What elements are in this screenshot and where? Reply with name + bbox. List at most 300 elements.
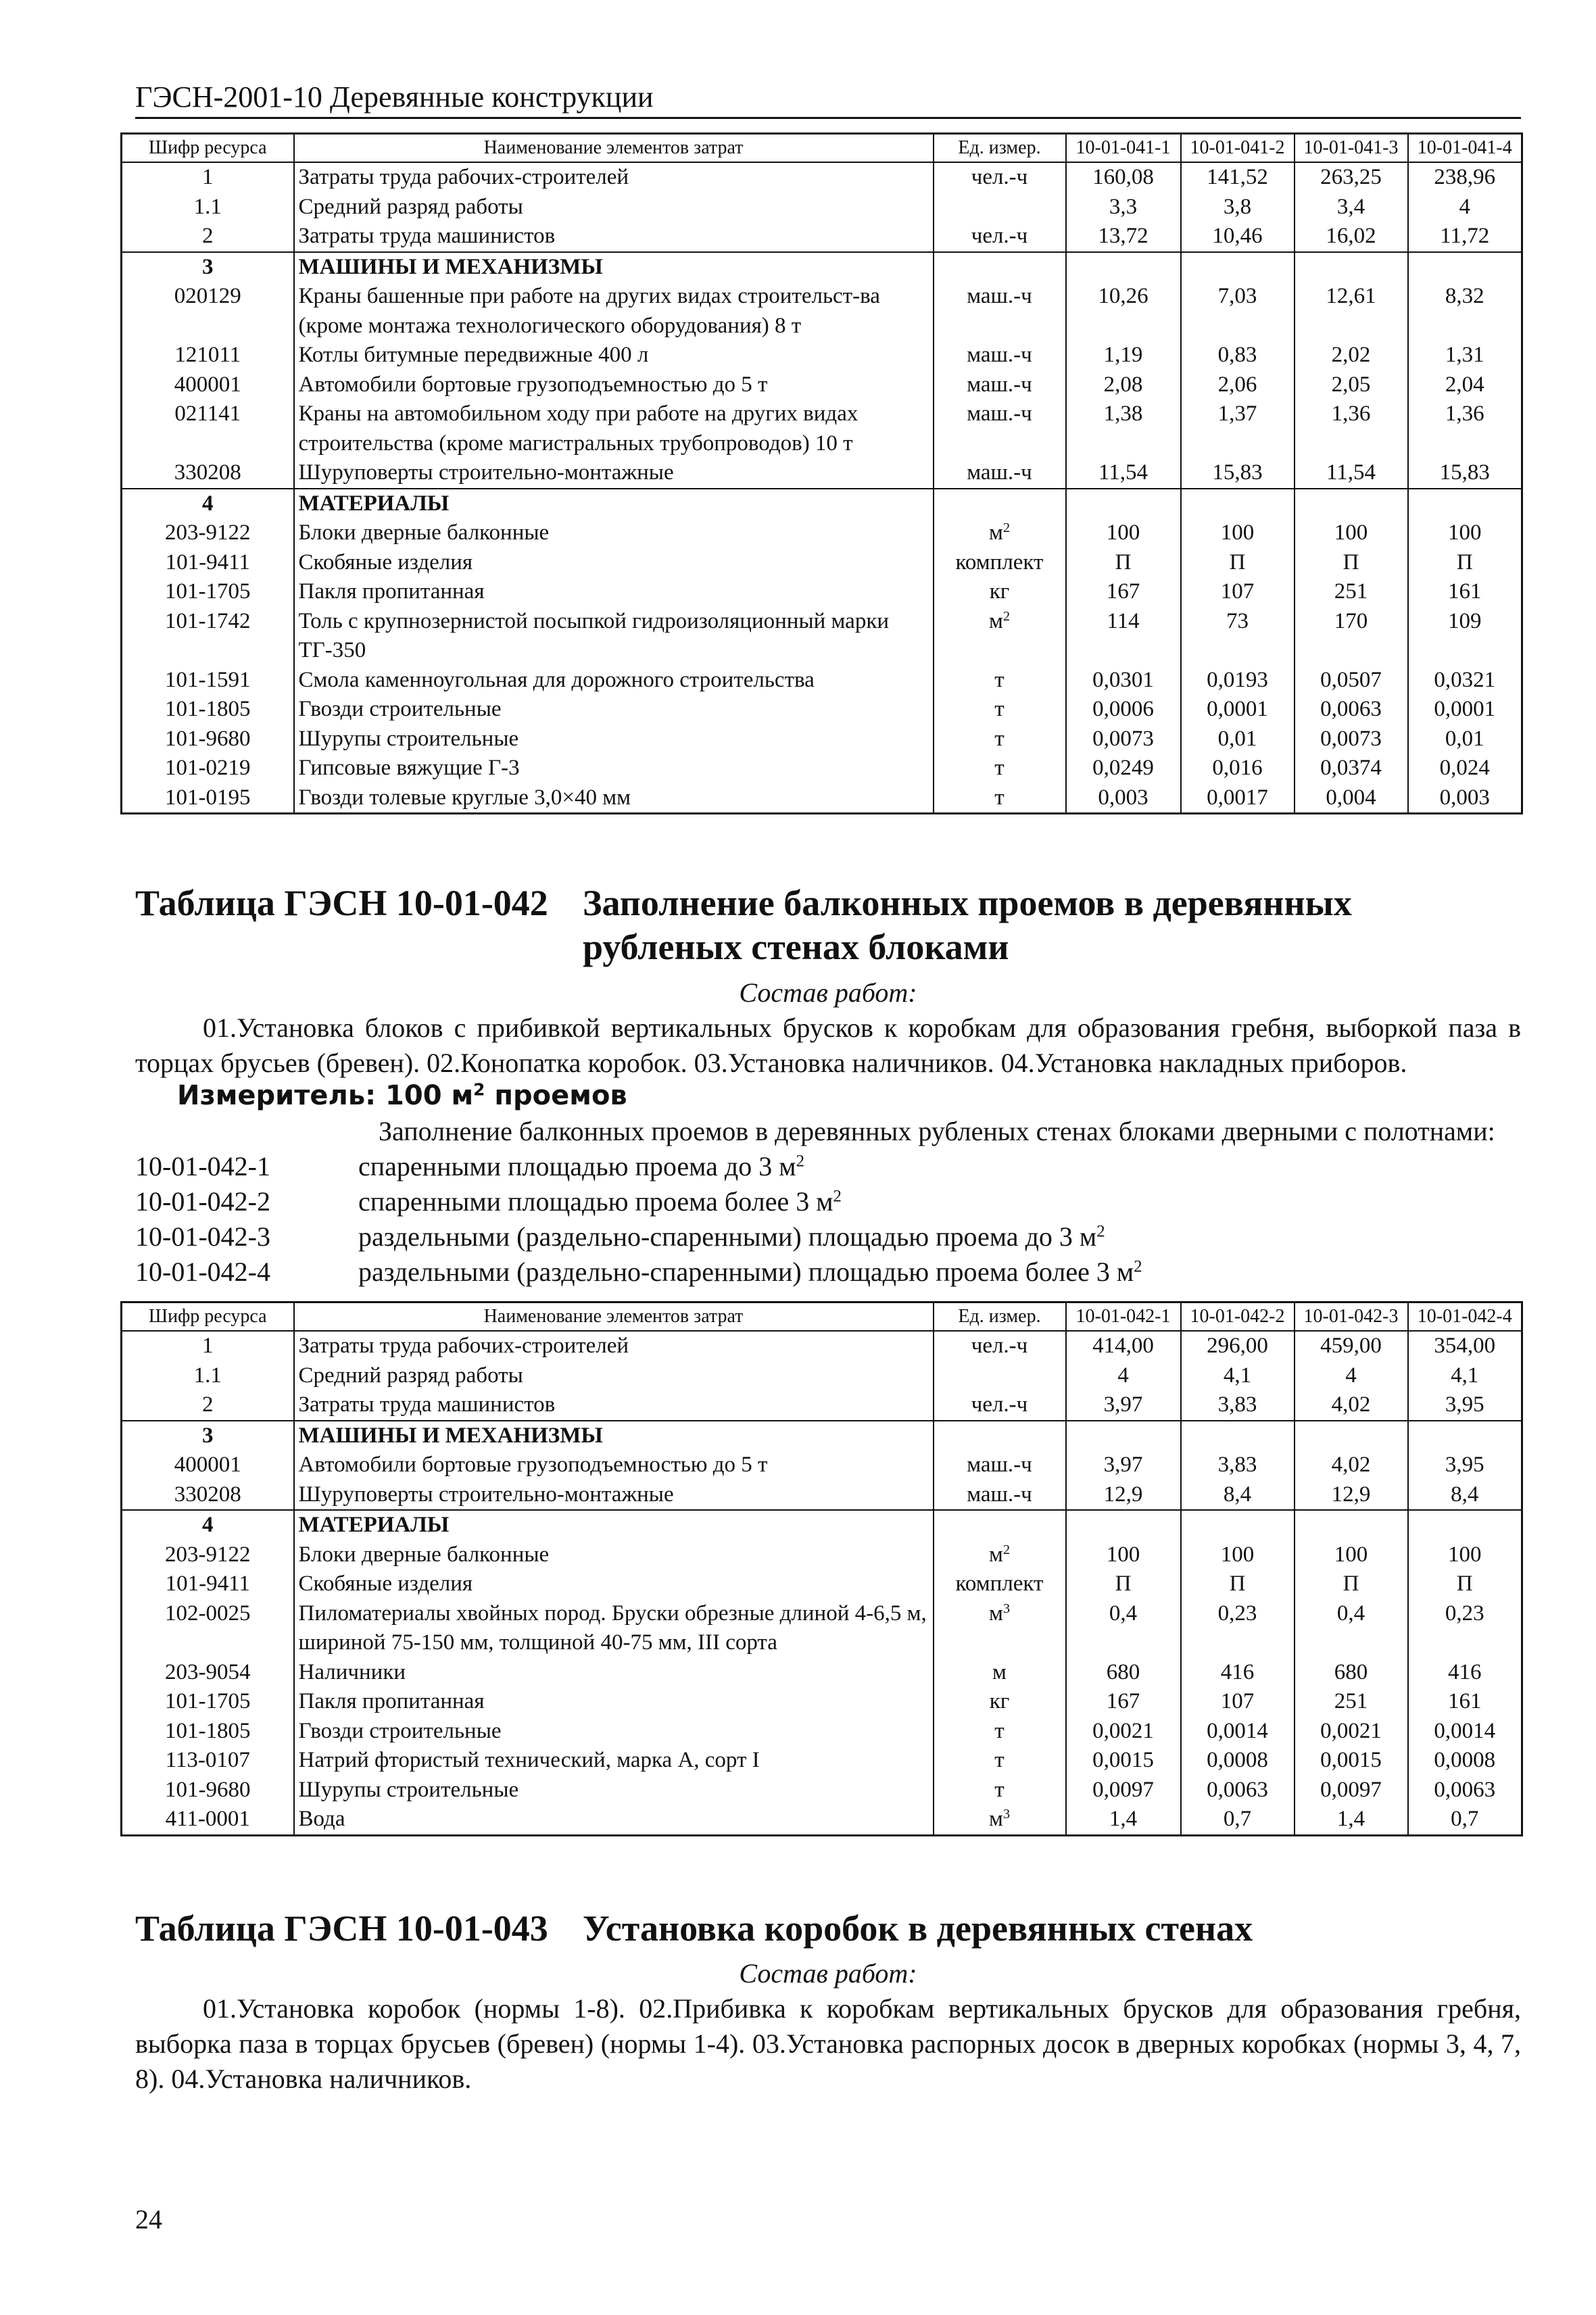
norm-value: П xyxy=(1408,1569,1522,1599)
norm-value: 12,9 xyxy=(1295,1480,1408,1511)
norm-value xyxy=(1295,489,1408,519)
norm-value: 0,23 xyxy=(1181,1599,1295,1658)
norm-value: 1,36 xyxy=(1295,399,1408,458)
norm-value: 1,4 xyxy=(1295,1805,1408,1835)
unit-cell xyxy=(934,666,1066,696)
table-row xyxy=(122,1331,1522,1361)
section-row xyxy=(122,489,1522,519)
unit-exponent: 3 xyxy=(1002,1601,1011,1616)
cost-element-name: Краны башенные при работе на других видах строительст-ва (кроме монтажа технологического оборудования) 8 т xyxy=(294,282,934,341)
norm-value: П xyxy=(1408,548,1522,578)
unit-cell xyxy=(934,370,1066,400)
norm-value xyxy=(1408,252,1522,283)
norm-value: 4,1 xyxy=(1181,1361,1295,1391)
norm-item-text xyxy=(358,1150,804,1182)
norm-value: 167 xyxy=(1066,1687,1181,1717)
norm-value: 170 xyxy=(1295,607,1408,666)
unit-exponent: 2 xyxy=(1002,608,1011,624)
norm-item-exponent: 2 xyxy=(796,1152,804,1171)
table-row xyxy=(122,1540,1522,1570)
cost-element-name: Скобяные изделия xyxy=(294,548,934,578)
norm-value: 109 xyxy=(1408,607,1522,666)
norm-value: 13,72 xyxy=(1066,222,1181,252)
norm-value: 107 xyxy=(1181,577,1295,607)
unit-cell xyxy=(934,458,1066,489)
meter-suffix: проемов xyxy=(494,1080,627,1111)
norm-value xyxy=(1066,1510,1181,1540)
unit-text: т xyxy=(994,785,1005,810)
norm-value: 0,0097 xyxy=(1295,1776,1408,1805)
cost-element-name: Толь с крупнозернистой посыпкой гидроизоляционный марки ТГ-350 xyxy=(294,607,934,666)
resource-code: 101-1591 xyxy=(122,666,294,696)
norm-value: 100 xyxy=(1408,518,1522,548)
col-header-unit: Ед. измер. xyxy=(934,1302,1066,1332)
norm-value: 0,0507 xyxy=(1295,666,1408,696)
norm-value: 0,0014 xyxy=(1181,1717,1295,1747)
meter-label: Измеритель: xyxy=(177,1080,377,1111)
norm-value: 0,0014 xyxy=(1408,1717,1522,1747)
norm-value: 3,83 xyxy=(1181,1451,1295,1480)
norm-value: 680 xyxy=(1066,1658,1181,1688)
norm-value xyxy=(1066,252,1181,283)
resource-code: 101-1805 xyxy=(122,695,294,725)
unit-cell xyxy=(934,1451,1066,1480)
unit-cell xyxy=(934,1510,1066,1540)
norm-value: 2,04 xyxy=(1408,370,1522,400)
resource-code: 101-9411 xyxy=(122,1569,294,1599)
norm-value: 3,4 xyxy=(1295,193,1408,222)
resource-code: 330208 xyxy=(122,1480,294,1511)
norm-value: 0,7 xyxy=(1181,1805,1295,1835)
norm-value: 0,0374 xyxy=(1295,754,1408,783)
unit-cell xyxy=(934,162,1066,193)
unit-cell xyxy=(934,489,1066,519)
table-row xyxy=(122,162,1522,193)
norm-value: 0,0063 xyxy=(1181,1776,1295,1805)
norm-value: 16,02 xyxy=(1295,222,1408,252)
col-header-norm: 10-01-041-3 xyxy=(1295,134,1408,163)
unit-text: маш.-ч xyxy=(967,1453,1032,1477)
unit-cell xyxy=(934,1480,1066,1511)
cost-element-name: Шурупы строительные xyxy=(294,1776,934,1805)
norm-value xyxy=(1066,489,1181,519)
cost-element-name: Гвозди строительные xyxy=(294,1717,934,1747)
norm-value: 3,8 xyxy=(1181,193,1295,222)
cost-element-name: Гипсовые вяжущие Г-3 xyxy=(294,754,934,783)
norm-value xyxy=(1295,252,1408,283)
norm-value: 107 xyxy=(1181,1687,1295,1717)
col-header-name: Наименование элементов затрат xyxy=(294,134,934,163)
norm-value: 680 xyxy=(1295,1658,1408,1688)
resource-code: 101-9680 xyxy=(122,725,294,754)
norm-value: 100 xyxy=(1295,1540,1408,1570)
resource-code: 021141 xyxy=(122,399,294,458)
table-title-042-line2: рубленых стенах блоками xyxy=(583,927,1009,967)
col-header-norm: 10-01-042-2 xyxy=(1181,1302,1295,1332)
norm-value: 1,19 xyxy=(1066,341,1181,370)
table-row xyxy=(122,1361,1522,1391)
norm-value: 100 xyxy=(1181,518,1295,548)
table-header-row xyxy=(122,1302,1522,1332)
cost-element-name: МАТЕРИАЛЫ xyxy=(294,1510,934,1540)
cost-element-name: Средний разряд работы xyxy=(294,193,934,222)
norm-value: 11,54 xyxy=(1066,458,1181,489)
resource-code: 1 xyxy=(122,1331,294,1361)
table-row xyxy=(122,548,1522,578)
norm-value: 459,00 xyxy=(1295,1331,1408,1361)
norm-value: 1,31 xyxy=(1408,341,1522,370)
norms-table-042 xyxy=(120,1301,1523,1836)
norm-value: 0,0017 xyxy=(1181,783,1295,814)
table-row xyxy=(122,399,1522,458)
norm-value: 100 xyxy=(1408,1540,1522,1570)
cost-element-name: Пакля пропитанная xyxy=(294,577,934,607)
unit-text: м xyxy=(988,608,1003,633)
table-row xyxy=(122,193,1522,222)
norm-value: 0,0321 xyxy=(1408,666,1522,696)
cost-element-name: Затраты труда рабочих-строителей xyxy=(294,1331,934,1361)
norm-value: 160,08 xyxy=(1066,162,1181,193)
unit-cell xyxy=(934,399,1066,458)
resource-code: 203-9122 xyxy=(122,518,294,548)
table-header-row xyxy=(122,134,1522,163)
cost-element-name: Средний разряд работы xyxy=(294,1361,934,1391)
resource-code: 101-1705 xyxy=(122,577,294,607)
norm-value: 4,02 xyxy=(1295,1451,1408,1480)
unit-text: комплект xyxy=(955,1571,1044,1596)
norm-value: 0,0073 xyxy=(1066,725,1181,754)
table-row xyxy=(122,1599,1522,1658)
resource-code: 1.1 xyxy=(122,1361,294,1391)
norm-value: 1,38 xyxy=(1066,399,1181,458)
unit-cell xyxy=(934,1746,1066,1776)
col-header-norm: 10-01-042-1 xyxy=(1066,1302,1181,1332)
unit-text: чел.-ч xyxy=(971,224,1028,248)
norm-value: 2,02 xyxy=(1295,341,1408,370)
table-row xyxy=(122,341,1522,370)
unit-exponent: 3 xyxy=(1002,1806,1011,1822)
norm-value: 0,0021 xyxy=(1295,1717,1408,1747)
norm-value: 3,97 xyxy=(1066,1390,1181,1421)
col-header-code: Шифр ресурса xyxy=(122,134,294,163)
table-row xyxy=(122,1776,1522,1805)
norm-value: 416 xyxy=(1181,1658,1295,1688)
resource-code: 1 xyxy=(122,162,294,193)
norm-value xyxy=(1295,1510,1408,1540)
cost-element-name: Краны на автомобильном ходу при работе на других видах строительства (кроме магистральных трубопроводов) 10 т xyxy=(294,399,934,458)
table-row xyxy=(122,695,1522,725)
unit-exponent: 2 xyxy=(1002,520,1011,535)
unit-cell xyxy=(934,695,1066,725)
unit-cell xyxy=(934,1805,1066,1835)
table-row xyxy=(122,1451,1522,1480)
norm-value: 296,00 xyxy=(1181,1331,1295,1361)
page-number: 24 xyxy=(135,2204,162,2235)
norm-value: 7,03 xyxy=(1181,282,1295,341)
norm-value: 11,72 xyxy=(1408,222,1522,252)
norm-value: П xyxy=(1295,548,1408,578)
table-row xyxy=(122,1658,1522,1688)
norm-item-exponent: 2 xyxy=(1134,1257,1142,1276)
unit-text: т xyxy=(994,667,1005,692)
resource-code: 4 xyxy=(122,1510,294,1540)
resource-code: 020129 xyxy=(122,282,294,341)
norm-value: 0,0097 xyxy=(1066,1776,1181,1805)
resource-code: 101-1705 xyxy=(122,1687,294,1717)
cost-element-name: Гвозди толевые круглые 3,0×40 мм xyxy=(294,783,934,814)
unit-cell xyxy=(934,577,1066,607)
cost-element-name: Вода xyxy=(294,1805,934,1835)
composition-title-042: Состав работ: xyxy=(739,977,917,1008)
cost-element-name: Затраты труда машинистов xyxy=(294,222,934,252)
norms-table-041 xyxy=(120,132,1523,814)
unit-cell xyxy=(934,518,1066,548)
norm-value: 0,024 xyxy=(1408,754,1522,783)
cost-element-name: Автомобили бортовые грузоподъемностью до 5 т xyxy=(294,1451,934,1480)
cost-element-name: МАТЕРИАЛЫ xyxy=(294,489,934,519)
resource-code: 4 xyxy=(122,489,294,519)
cost-element-name: Натрий фтористый технический, марка А, сорт I xyxy=(294,1746,934,1776)
norm-value: П xyxy=(1066,1569,1181,1599)
norm-value: 354,00 xyxy=(1408,1331,1522,1361)
table-label-043: Таблица ГЭСН 10-01-043 xyxy=(135,1908,548,1949)
cost-element-name: МАШИНЫ И МЕХАНИЗМЫ xyxy=(294,1421,934,1451)
norm-value: П xyxy=(1066,548,1181,578)
cost-element-name: Затраты труда машинистов xyxy=(294,1390,934,1421)
unit-cell xyxy=(934,607,1066,666)
unit-text: чел.-ч xyxy=(971,1334,1028,1358)
norm-item-code: 10-01-042-3 xyxy=(135,1221,270,1252)
unit-cell xyxy=(934,1687,1066,1717)
norm-value: 2,08 xyxy=(1066,370,1181,400)
resource-code: 101-9411 xyxy=(122,548,294,578)
norm-value: 3,3 xyxy=(1066,193,1181,222)
cost-element-name: Котлы битумные передвижные 400 л xyxy=(294,341,934,370)
norm-value xyxy=(1181,1510,1295,1540)
norm-value: 2,05 xyxy=(1295,370,1408,400)
resource-code: 2 xyxy=(122,222,294,252)
unit-text: маш.-ч xyxy=(967,284,1032,308)
norm-value: 0,0008 xyxy=(1408,1746,1522,1776)
norm-item-text xyxy=(358,1256,1142,1288)
norm-value: 100 xyxy=(1181,1540,1295,1570)
col-header-norm: 10-01-042-3 xyxy=(1295,1302,1408,1332)
resource-code: 101-1805 xyxy=(122,1717,294,1747)
cost-element-name: Шуруповерты строительно-монтажные xyxy=(294,458,934,489)
norm-value: 0,0063 xyxy=(1295,695,1408,725)
col-header-norm: 10-01-041-2 xyxy=(1181,134,1295,163)
norm-value: 0,01 xyxy=(1181,725,1295,754)
col-header-name: Наименование элементов затрат xyxy=(294,1302,934,1332)
table-row xyxy=(122,222,1522,252)
norm-item-label: раздельными (раздельно-спаренными) площадью проема до 3 м xyxy=(358,1221,1097,1252)
col-header-unit: Ед. измер. xyxy=(934,134,1066,163)
norm-value: 114 xyxy=(1066,607,1181,666)
table-row xyxy=(122,754,1522,783)
norm-value: 73 xyxy=(1181,607,1295,666)
running-header-title: ГЭСН-2001-10 Деревянные конструкции xyxy=(135,80,654,114)
resource-code: 101-1742 xyxy=(122,607,294,666)
norm-value: 12,9 xyxy=(1066,1480,1181,1511)
norm-item-exponent: 2 xyxy=(833,1187,842,1206)
resource-code: 330208 xyxy=(122,458,294,489)
table-title-042-line1: Заполнение балконных проемов в деревянных xyxy=(583,883,1352,923)
resource-code: 102-0025 xyxy=(122,1599,294,1658)
norm-item-label: раздельными (раздельно-спаренными) площадью проема более 3 м xyxy=(358,1257,1134,1287)
table-row xyxy=(122,1687,1522,1717)
unit-exponent: 2 xyxy=(1002,1542,1011,1557)
norm-value: 0,0015 xyxy=(1066,1746,1181,1776)
col-header-code: Шифр ресурса xyxy=(122,1302,294,1332)
table-row xyxy=(122,370,1522,400)
unit-cell xyxy=(934,341,1066,370)
norm-item-code: 10-01-042-1 xyxy=(135,1151,270,1181)
unit-cell xyxy=(934,1540,1066,1570)
unit-cell xyxy=(934,282,1066,341)
unit-text: чел.-ч xyxy=(971,165,1028,189)
norm-value: 0,004 xyxy=(1295,783,1408,814)
unit-text: комплект xyxy=(955,550,1044,575)
norm-value: 0,0001 xyxy=(1181,695,1295,725)
table-row xyxy=(122,666,1522,696)
unit-cell xyxy=(934,1658,1066,1688)
cost-element-name: Гвозди строительные xyxy=(294,695,934,725)
norm-value: 0,0063 xyxy=(1408,1776,1522,1805)
unit-cell xyxy=(934,725,1066,754)
norm-value xyxy=(1295,1421,1408,1451)
unit-cell xyxy=(934,222,1066,252)
norm-value: П xyxy=(1181,548,1295,578)
unit-cell xyxy=(934,1717,1066,1747)
norm-value: 1,4 xyxy=(1066,1805,1181,1835)
cost-element-name: Наличники xyxy=(294,1658,934,1688)
table-title-043: Установка коробок в деревянных стенах xyxy=(583,1908,1253,1949)
unit-cell xyxy=(934,783,1066,814)
table-row xyxy=(122,282,1522,341)
meter-sup: 2 xyxy=(473,1079,485,1100)
cost-element-name: Блоки дверные балконные xyxy=(294,518,934,548)
table-row xyxy=(122,1717,1522,1747)
resource-code: 2 xyxy=(122,1390,294,1421)
norm-value xyxy=(1181,252,1295,283)
norm-value: 10,46 xyxy=(1181,222,1295,252)
norm-value: 8,4 xyxy=(1181,1480,1295,1511)
unit-text: т xyxy=(994,1748,1005,1772)
table-row xyxy=(122,725,1522,754)
table-row xyxy=(122,518,1522,548)
norm-item-label: спаренными площадью проема более 3 м xyxy=(358,1186,833,1217)
norm-value: 0,7 xyxy=(1408,1805,1522,1835)
norm-value: 100 xyxy=(1295,518,1408,548)
resource-code: 121011 xyxy=(122,341,294,370)
unit-text: кг xyxy=(989,1689,1010,1713)
norm-value: 0,0193 xyxy=(1181,666,1295,696)
unit-text: кг xyxy=(989,579,1010,604)
norm-value: 416 xyxy=(1408,1658,1522,1688)
section-row xyxy=(122,1510,1522,1540)
norm-value: 263,25 xyxy=(1295,162,1408,193)
norm-value: 12,61 xyxy=(1295,282,1408,341)
norm-value: 0,016 xyxy=(1181,754,1295,783)
norm-value: 0,003 xyxy=(1408,783,1522,814)
unit-text: т xyxy=(994,697,1005,721)
resource-code: 1.1 xyxy=(122,193,294,222)
norm-value: 141,52 xyxy=(1181,162,1295,193)
resource-code: 101-9680 xyxy=(122,1776,294,1805)
unit-cell xyxy=(934,1421,1066,1451)
norm-value: 4 xyxy=(1408,193,1522,222)
norm-value: 100 xyxy=(1066,518,1181,548)
norm-value: 414,00 xyxy=(1066,1331,1181,1361)
unit-text: т xyxy=(994,756,1005,780)
norm-value: 4,1 xyxy=(1408,1361,1522,1391)
norm-value: 3,95 xyxy=(1408,1390,1522,1421)
cost-element-name: МАШИНЫ И МЕХАНИЗМЫ xyxy=(294,252,934,283)
resource-code: 203-9054 xyxy=(122,1658,294,1688)
col-header-norm: 10-01-041-1 xyxy=(1066,134,1181,163)
cost-element-name: Скобяные изделия xyxy=(294,1569,934,1599)
table-row xyxy=(122,783,1522,814)
norm-value: 100 xyxy=(1066,1540,1181,1570)
unit-text: м xyxy=(988,1542,1003,1567)
norm-value: 0,0021 xyxy=(1066,1717,1181,1747)
norm-item-exponent: 2 xyxy=(1096,1222,1105,1241)
unit-text: маш.-ч xyxy=(967,401,1032,426)
cost-element-name: Автомобили бортовые грузоподъемностью до 5 т xyxy=(294,370,934,400)
table-row xyxy=(122,458,1522,489)
table-row xyxy=(122,577,1522,607)
unit-text: м xyxy=(988,520,1003,545)
unit-text: маш.-ч xyxy=(967,460,1032,485)
resource-code: 3 xyxy=(122,252,294,283)
resource-code: 411-0001 xyxy=(122,1805,294,1835)
norm-value: 0,0008 xyxy=(1181,1746,1295,1776)
section-row xyxy=(122,252,1522,283)
resource-code: 203-9122 xyxy=(122,1540,294,1570)
table-row xyxy=(122,1569,1522,1599)
cost-element-name: Пакля пропитанная xyxy=(294,1687,934,1717)
norm-value: 15,83 xyxy=(1408,458,1522,489)
norm-value: 161 xyxy=(1408,577,1522,607)
norm-value xyxy=(1408,1421,1522,1451)
unit-cell xyxy=(934,193,1066,222)
unit-cell xyxy=(934,1599,1066,1658)
norm-item-code: 10-01-042-2 xyxy=(135,1186,270,1217)
norm-value: 2,06 xyxy=(1181,370,1295,400)
cost-element-name: Блоки дверные балконные xyxy=(294,1540,934,1570)
norm-value: 0,003 xyxy=(1066,783,1181,814)
unit-cell xyxy=(934,1776,1066,1805)
unit-text: м xyxy=(992,1659,1007,1684)
norm-value: 0,4 xyxy=(1295,1599,1408,1658)
norm-value: П xyxy=(1181,1569,1295,1599)
unit-text: маш.-ч xyxy=(967,1482,1032,1507)
norm-value: 8,4 xyxy=(1408,1480,1522,1511)
norm-value: 4 xyxy=(1066,1361,1181,1391)
composition-title-043: Состав работ: xyxy=(739,1958,917,1989)
norm-value: 0,01 xyxy=(1408,725,1522,754)
table-row xyxy=(122,607,1522,666)
unit-cell xyxy=(934,548,1066,578)
unit-cell xyxy=(934,1569,1066,1599)
table-row xyxy=(122,1480,1522,1511)
unit-cell xyxy=(934,1331,1066,1361)
resource-code: 400001 xyxy=(122,1451,294,1480)
norm-item-label: спаренными площадью проема до 3 м xyxy=(358,1151,796,1181)
unit-cell xyxy=(934,754,1066,783)
norm-value: 3,95 xyxy=(1408,1451,1522,1480)
norm-value: 0,0249 xyxy=(1066,754,1181,783)
